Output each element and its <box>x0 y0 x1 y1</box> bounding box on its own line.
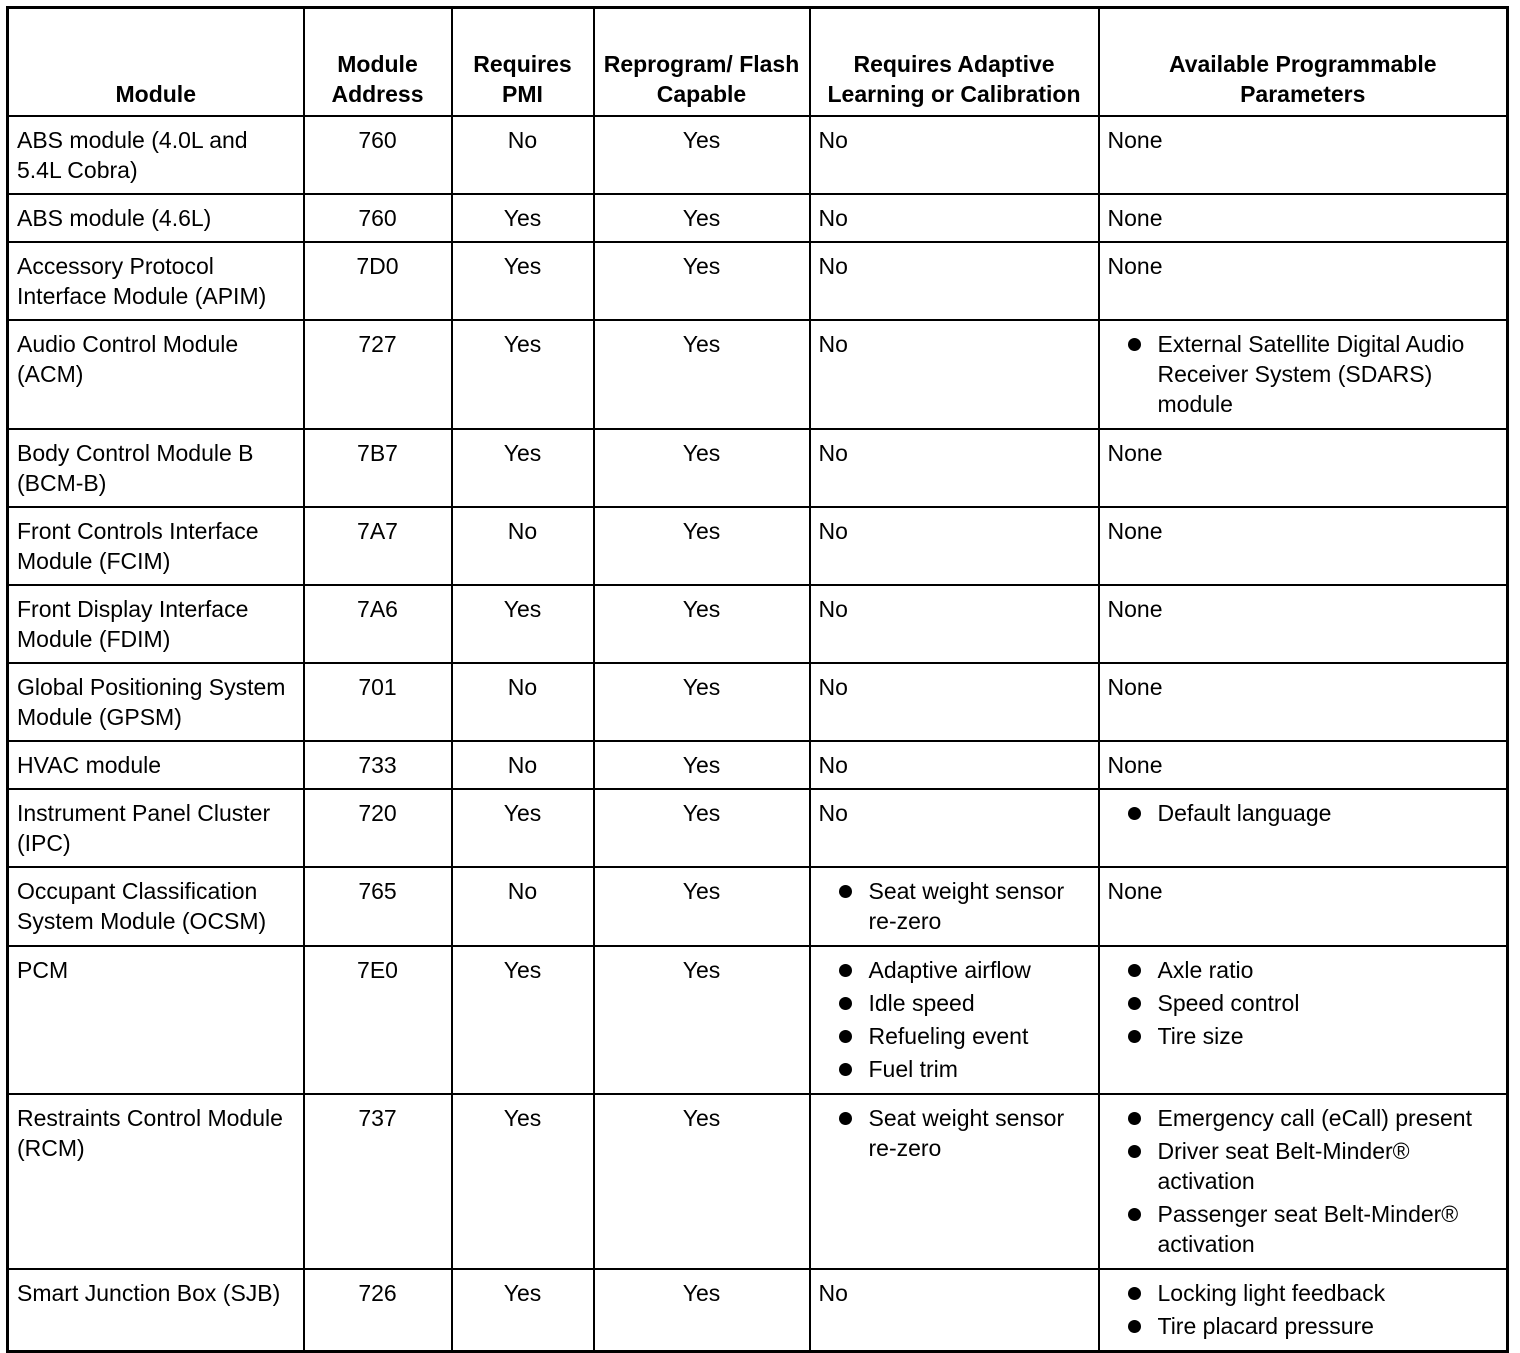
bullet-item: Emergency call (eCall) present <box>1108 1103 1499 1133</box>
cell-params <box>1099 946 1508 1094</box>
cell-adaptive: No <box>810 116 1099 194</box>
cell-reprogram: Yes <box>594 194 810 242</box>
cell-module: Instrument Panel Cluster (IPC) <box>8 789 304 867</box>
table-body <box>8 116 1508 1352</box>
cell-address: 7A6 <box>304 585 452 663</box>
header-adaptive: Requires Adaptive Learning or Calibration <box>810 8 1099 116</box>
bullet-list <box>1108 1103 1499 1259</box>
cell-reprogram: Yes <box>594 1094 810 1269</box>
cell-params: None <box>1099 242 1508 320</box>
table-row <box>8 1094 1508 1269</box>
cell-pmi: Yes <box>452 1094 594 1269</box>
bullet-item: External Satellite Digital Audio Receiver System (SDARS) module <box>1108 329 1499 419</box>
cell-reprogram: Yes <box>594 507 810 585</box>
table-row <box>8 1269 1508 1352</box>
cell-pmi: No <box>452 507 594 585</box>
cell-reprogram: Yes <box>594 1269 810 1352</box>
bullet-item: Idle speed <box>819 988 1090 1018</box>
bullet-list <box>819 876 1090 936</box>
cell-reprogram: Yes <box>594 242 810 320</box>
cell-address: 726 <box>304 1269 452 1352</box>
cell-address: 7E0 <box>304 946 452 1094</box>
table-row <box>8 242 1508 320</box>
table-row <box>8 194 1508 242</box>
header-pmi: Requires PMI <box>452 8 594 116</box>
header-reprogram: Reprogram/ Flash Capable <box>594 8 810 116</box>
cell-module: Accessory Protocol Interface Module (APIM) <box>8 242 304 320</box>
cell-module: ABS module (4.6L) <box>8 194 304 242</box>
cell-reprogram: Yes <box>594 946 810 1094</box>
module-table <box>6 6 1509 1353</box>
cell-module: Occupant Classification System Module (OCSM) <box>8 867 304 946</box>
cell-adaptive <box>810 946 1099 1094</box>
cell-address: 733 <box>304 741 452 789</box>
cell-module: Body Control Module B (BCM-B) <box>8 429 304 507</box>
cell-params: None <box>1099 429 1508 507</box>
cell-module: Audio Control Module (ACM) <box>8 320 304 429</box>
table-row <box>8 429 1508 507</box>
bullet-item: Seat weight sensor re-zero <box>819 876 1090 936</box>
bullet-item: Axle ratio <box>1108 955 1499 985</box>
cell-pmi: No <box>452 867 594 946</box>
cell-params: None <box>1099 741 1508 789</box>
cell-address: 760 <box>304 194 452 242</box>
cell-reprogram: Yes <box>594 663 810 741</box>
bullet-item: Default language <box>1108 798 1499 828</box>
cell-reprogram: Yes <box>594 320 810 429</box>
cell-params: None <box>1099 663 1508 741</box>
cell-reprogram: Yes <box>594 741 810 789</box>
cell-address: 737 <box>304 1094 452 1269</box>
cell-pmi: Yes <box>452 585 594 663</box>
header-params: Available Programmable Parameters <box>1099 8 1508 116</box>
cell-pmi: No <box>452 116 594 194</box>
bullet-item: Speed control <box>1108 988 1499 1018</box>
cell-adaptive: No <box>810 789 1099 867</box>
cell-pmi: Yes <box>452 789 594 867</box>
cell-module: Front Display Interface Module (FDIM) <box>8 585 304 663</box>
cell-params: None <box>1099 507 1508 585</box>
bullet-list <box>1108 798 1499 828</box>
cell-adaptive: No <box>810 429 1099 507</box>
bullet-list <box>1108 1278 1499 1341</box>
cell-pmi: Yes <box>452 429 594 507</box>
table-row <box>8 663 1508 741</box>
cell-adaptive: No <box>810 1269 1099 1352</box>
bullet-item: Fuel trim <box>819 1054 1090 1084</box>
cell-pmi: Yes <box>452 194 594 242</box>
cell-pmi: Yes <box>452 242 594 320</box>
cell-adaptive: No <box>810 741 1099 789</box>
bullet-item: Tire placard pressure <box>1108 1311 1499 1341</box>
cell-address: 701 <box>304 663 452 741</box>
cell-adaptive: No <box>810 585 1099 663</box>
header-address: Module Address <box>304 8 452 116</box>
bullet-item: Seat weight sensor re-zero <box>819 1103 1090 1163</box>
cell-module: HVAC module <box>8 741 304 789</box>
cell-module: ABS module (4.0L and 5.4L Cobra) <box>8 116 304 194</box>
cell-module: Restraints Control Module (RCM) <box>8 1094 304 1269</box>
cell-pmi: Yes <box>452 946 594 1094</box>
cell-params: None <box>1099 867 1508 946</box>
cell-adaptive: No <box>810 320 1099 429</box>
cell-params <box>1099 1269 1508 1352</box>
bullet-item: Adaptive airflow <box>819 955 1090 985</box>
table-row <box>8 741 1508 789</box>
cell-module: Smart Junction Box (SJB) <box>8 1269 304 1352</box>
cell-address: 765 <box>304 867 452 946</box>
cell-module: PCM <box>8 946 304 1094</box>
cell-pmi: No <box>452 741 594 789</box>
cell-reprogram: Yes <box>594 867 810 946</box>
cell-pmi: No <box>452 663 594 741</box>
bullet-list <box>1108 955 1499 1051</box>
cell-module: Global Positioning System Module (GPSM) <box>8 663 304 741</box>
table-row <box>8 507 1508 585</box>
table-row <box>8 946 1508 1094</box>
cell-reprogram: Yes <box>594 116 810 194</box>
cell-address: 727 <box>304 320 452 429</box>
cell-adaptive <box>810 1094 1099 1269</box>
table-row <box>8 116 1508 194</box>
cell-module: Front Controls Interface Module (FCIM) <box>8 507 304 585</box>
cell-params: None <box>1099 194 1508 242</box>
cell-adaptive: No <box>810 194 1099 242</box>
table-row <box>8 789 1508 867</box>
cell-reprogram: Yes <box>594 585 810 663</box>
cell-address: 7D0 <box>304 242 452 320</box>
bullet-list <box>819 1103 1090 1163</box>
cell-params: None <box>1099 116 1508 194</box>
bullet-item: Driver seat Belt-Minder® activation <box>1108 1136 1499 1196</box>
cell-reprogram: Yes <box>594 789 810 867</box>
bullet-list <box>1108 329 1499 419</box>
bullet-item: Tire size <box>1108 1021 1499 1051</box>
cell-address: 760 <box>304 116 452 194</box>
bullet-item: Passenger seat Belt-Minder® activation <box>1108 1199 1499 1259</box>
cell-adaptive: No <box>810 507 1099 585</box>
table-row <box>8 320 1508 429</box>
cell-adaptive: No <box>810 242 1099 320</box>
cell-pmi: Yes <box>452 1269 594 1352</box>
cell-address: 7A7 <box>304 507 452 585</box>
cell-address: 7B7 <box>304 429 452 507</box>
cell-params <box>1099 320 1508 429</box>
cell-params <box>1099 789 1508 867</box>
cell-params <box>1099 1094 1508 1269</box>
bullet-list <box>819 955 1090 1084</box>
cell-pmi: Yes <box>452 320 594 429</box>
cell-adaptive <box>810 867 1099 946</box>
bullet-item: Locking light feedback <box>1108 1278 1499 1308</box>
bullet-item: Refueling event <box>819 1021 1090 1051</box>
cell-adaptive: No <box>810 663 1099 741</box>
cell-address: 720 <box>304 789 452 867</box>
cell-reprogram: Yes <box>594 429 810 507</box>
cell-params: None <box>1099 585 1508 663</box>
header-row <box>8 8 1508 116</box>
table-row <box>8 867 1508 946</box>
table-row <box>8 585 1508 663</box>
header-module: Module <box>8 8 304 116</box>
